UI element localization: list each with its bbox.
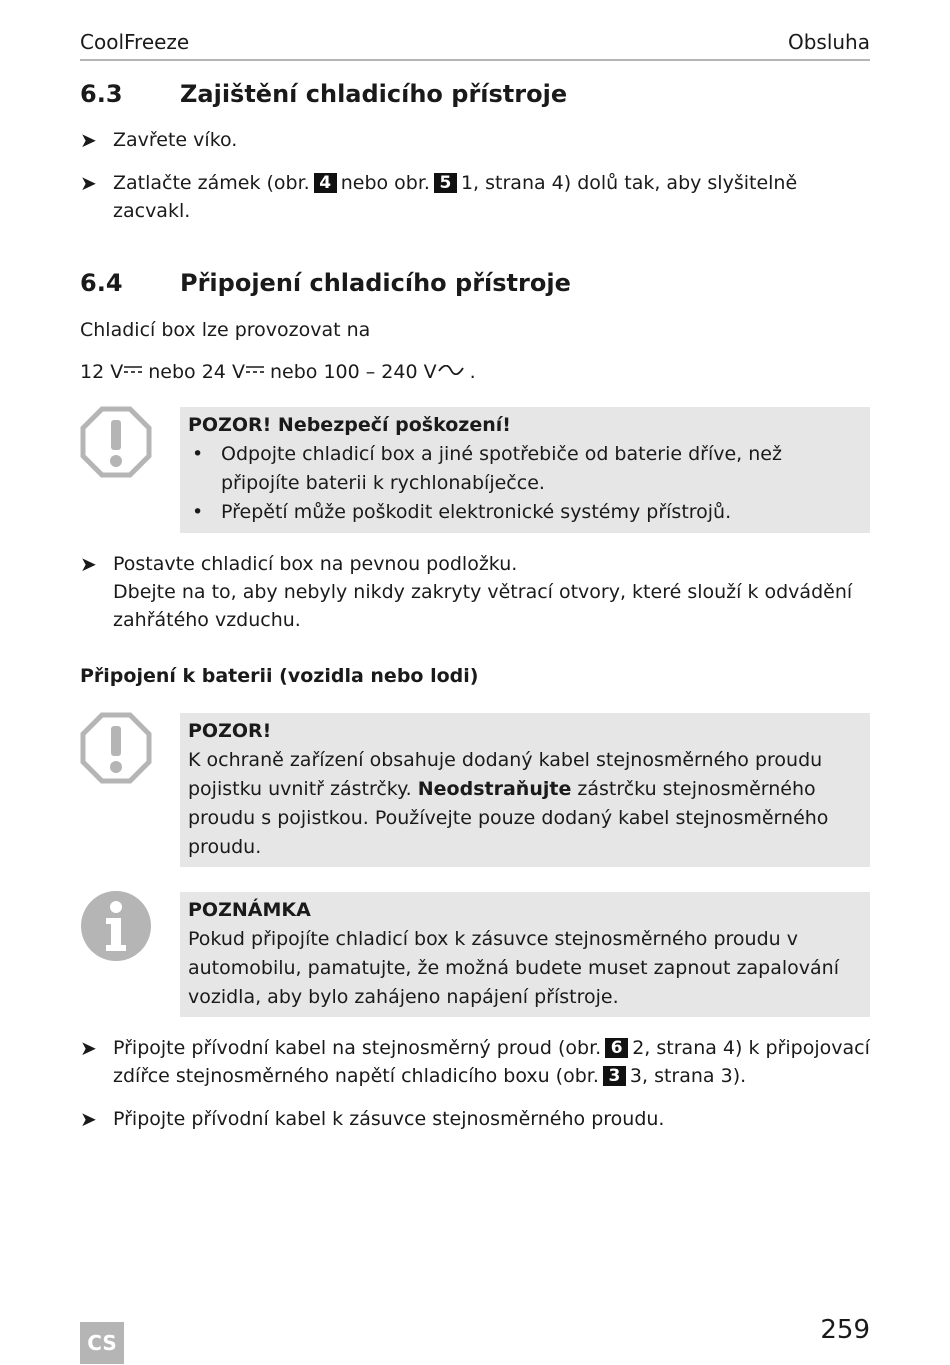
arrow-icon: ➤: [80, 552, 97, 576]
subheading-battery: Připojení k baterii (vozidla nebo lodi): [80, 665, 479, 687]
list-item: • Odpojte chladicí box a jiné spotřebiče od baterie dříve, než připojíte baterii k rychlonabíječce.: [192, 443, 782, 494]
arrow-icon: ➤: [80, 1107, 97, 1131]
header-rule: [80, 59, 870, 61]
dc-symbol-icon: [246, 365, 264, 375]
warning-octagon-icon: [80, 712, 152, 784]
warning-title: POZOR!: [188, 720, 272, 742]
list-item: • Přepětí může poškodit elektronické systémy přístrojů.: [192, 501, 732, 523]
note-text: Pokud připojíte chladicí box k zásuvce stejnosměrného proudu v automobilu, pamatujte, že možná budete muset zapnout zapalování vozidla, aby bylo zahájeno napájení přístroje.: [188, 928, 839, 1008]
ac-symbol-icon: [438, 365, 464, 375]
page-number: 259: [820, 1315, 870, 1345]
warning-box-fuse: [180, 713, 870, 867]
figure-ref: 4: [314, 173, 337, 193]
intro-text: Chladicí box lze provozovat na: [80, 319, 371, 341]
arrow-icon: ➤: [80, 128, 97, 152]
step-plug-socket: ➤ Připojte přívodní kabel k zásuvce stejnosměrného proudu.: [80, 1107, 665, 1131]
section-6-4-heading: [80, 269, 571, 297]
figure-ref: 3: [603, 1066, 626, 1086]
section-number: 6.3: [80, 80, 123, 108]
warning-text: K ochraně zařízení obsahuje dodaný kabel stejnosměrného proudu pojistku uvnitř zástrčky. Neodstraňujte zástrčku stejnosměrného proudu s pojistkou. Používejte pouze dodaný kabel stejnosměrného proudu.: [188, 749, 829, 858]
note-box: [180, 892, 870, 1017]
note-title: POZNÁMKA: [188, 899, 311, 921]
section-title: Zajištění chladicího přístroje: [180, 80, 568, 108]
voltage-line: 12 V nebo 24 V nebo 100 – 240 V .: [80, 361, 476, 383]
step-place-box: ➤ Postavte chladicí box na pevnou podložku. Dbejte na to, aby nebyly nikdy zakryty větrací otvory, které slouží k odvádění zahřátého vzduchu.: [80, 550, 870, 634]
arrow-icon: ➤: [80, 1036, 97, 1060]
language-badge: CS: [80, 1322, 124, 1364]
arrow-icon: ➤: [80, 171, 97, 195]
section-6-3-heading: [80, 80, 567, 108]
section-number: 6.4: [80, 269, 123, 297]
step-connect-cable: ➤ Připojte přívodní kabel na stejnosměrný proud (obr. 6 2, strana 4) k připojovací zdířce stejnosměrného napětí chladicího boxu (obr. 3 3, strana 3).: [80, 1034, 870, 1090]
figure-ref: 5: [434, 173, 457, 193]
step-close-lid: ➤ Zavřete víko.: [80, 128, 238, 152]
warning-list: [188, 440, 860, 527]
info-icon: [80, 890, 152, 962]
section-title: Připojení chladicího přístroje: [180, 269, 571, 297]
warning-octagon-icon: [80, 406, 152, 478]
dc-symbol-icon: [124, 365, 142, 375]
figure-ref: 6: [605, 1038, 628, 1058]
warning-box-damage: [180, 407, 870, 533]
header-chapter: Obsluha: [787, 30, 870, 54]
step-push-lock: ➤ Zatlačte zámek (obr. 4 nebo obr. 5 1, strana 4) dolů tak, aby slyšitelně zacvakl.: [80, 169, 870, 225]
header-product: CoolFreeze: [80, 30, 190, 54]
warning-title: POZOR! Nebezpečí poškození!: [188, 414, 511, 436]
